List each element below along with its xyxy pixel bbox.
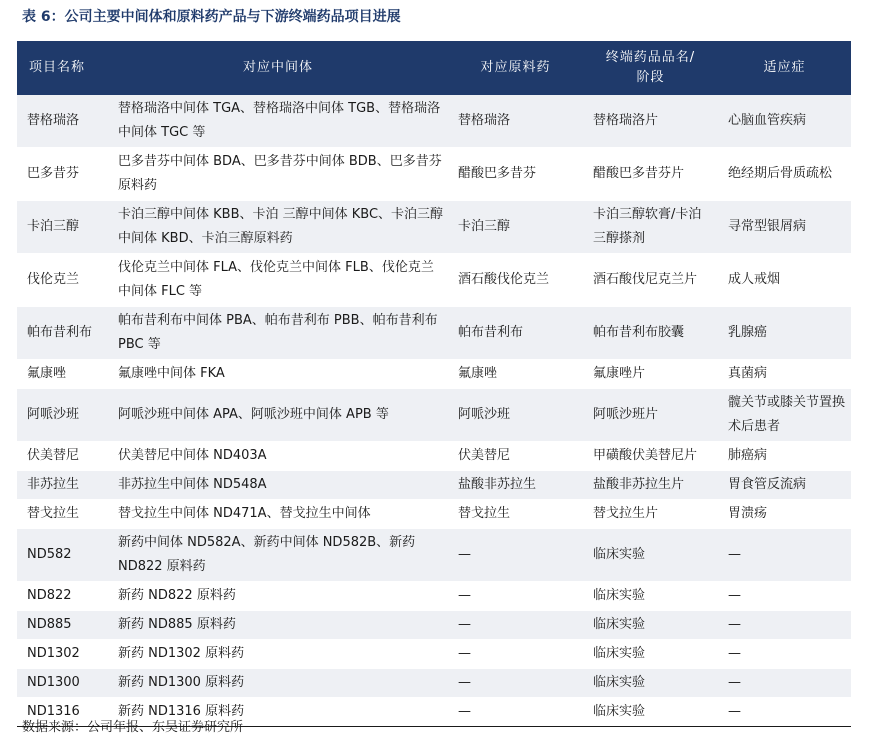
table-title: 表 6：公司主要中间体和原料药产品与下游终端药品项目进展 — [22, 9, 401, 25]
cell-terminal-drug: 醋酸巴多昔芬片 — [583, 148, 718, 201]
cell-intermediate: 新药 ND1300 原料药 — [108, 669, 448, 698]
cell-intermediate: 新药 ND1302 原料药 — [108, 640, 448, 669]
cell-terminal-drug: 临床实验 — [583, 640, 718, 669]
table-row — [17, 640, 851, 669]
table-row — [17, 611, 851, 640]
cell-api: 伏美替尼 — [448, 442, 583, 471]
cell-indication: 心脑血管疾病 — [718, 95, 851, 148]
cell-indication: — — [718, 669, 851, 698]
cell-terminal-drug: 卡泊三醇软膏/卡泊三醇搽剂 — [583, 201, 718, 254]
cell-terminal-drug: 临床实验 — [583, 529, 718, 582]
table-row — [17, 95, 851, 148]
cell-intermediate: 帕布昔利布中间体 PBA、帕布昔利布 PBB、帕布昔利布 PBC 等 — [108, 307, 448, 360]
cell-terminal-drug: 替格瑞洛片 — [583, 95, 718, 148]
table-header-row — [17, 41, 851, 95]
cell-api: 盐酸非苏拉生 — [448, 471, 583, 500]
cell-intermediate: 新药 ND885 原料药 — [108, 611, 448, 640]
cell-api: — — [448, 582, 583, 611]
header-intermediate: 对应中间体 — [108, 41, 448, 95]
cell-api: — — [448, 698, 583, 727]
cell-api: — — [448, 611, 583, 640]
table-row — [17, 389, 851, 442]
cell-intermediate: 伐伦克兰中间体 FLA、伐伦克兰中间体 FLB、伐伦克兰中间体 FLC 等 — [108, 254, 448, 307]
cell-project-name: 卡泊三醇 — [17, 201, 108, 254]
cell-terminal-drug: 阿哌沙班片 — [583, 389, 718, 442]
header-terminal-drug — [583, 41, 718, 95]
cell-indication: 寻常型银屑病 — [718, 201, 851, 254]
table-row — [17, 201, 851, 254]
cell-project-name: ND1300 — [17, 669, 108, 698]
cell-intermediate: 巴多昔芬中间体 BDA、巴多昔芬中间体 BDB、巴多昔芬原料药 — [108, 148, 448, 201]
cell-terminal-drug: 盐酸非苏拉生片 — [583, 471, 718, 500]
cell-terminal-drug: 临床实验 — [583, 698, 718, 727]
table-row — [17, 360, 851, 389]
cell-intermediate: 替格瑞洛中间体 TGA、替格瑞洛中间体 TGB、替格瑞洛中间体 TGC 等 — [108, 95, 448, 148]
cell-api: 酒石酸伐伦克兰 — [448, 254, 583, 307]
cell-terminal-drug: 帕布昔利布胶囊 — [583, 307, 718, 360]
cell-indication: — — [718, 640, 851, 669]
table-row — [17, 582, 851, 611]
cell-terminal-drug: 酒石酸伐尼克兰片 — [583, 254, 718, 307]
cell-indication: — — [718, 611, 851, 640]
cell-terminal-drug: 临床实验 — [583, 611, 718, 640]
cell-indication: 真菌病 — [718, 360, 851, 389]
cell-project-name: 替格瑞洛 — [17, 95, 108, 148]
table-body — [17, 95, 851, 727]
table-row — [17, 471, 851, 500]
cell-indication: 成人戒烟 — [718, 254, 851, 307]
cell-api: 氟康唑 — [448, 360, 583, 389]
cell-project-name: ND1302 — [17, 640, 108, 669]
table-row — [17, 254, 851, 307]
cell-project-name: ND582 — [17, 529, 108, 582]
cell-indication: 胃溃疡 — [718, 500, 851, 529]
header-terminal-drug-label: 终端药品品名/ 阶段 — [605, 50, 696, 85]
cell-project-name: 非苏拉生 — [17, 471, 108, 500]
table-row — [17, 442, 851, 471]
cell-project-name: 伐伦克兰 — [17, 254, 108, 307]
cell-api: — — [448, 529, 583, 582]
cell-intermediate: 替戈拉生中间体 ND471A、替戈拉生中间体 — [108, 500, 448, 529]
cell-project-name: 帕布昔利布 — [17, 307, 108, 360]
cell-indication: 胃食管反流病 — [718, 471, 851, 500]
cell-terminal-drug: 临床实验 — [583, 669, 718, 698]
data-source-note: 数据来源：公司年报、东吴证券研究所 — [22, 720, 244, 735]
cell-project-name: 阿哌沙班 — [17, 389, 108, 442]
cell-terminal-drug: 临床实验 — [583, 582, 718, 611]
cell-api: 替戈拉生 — [448, 500, 583, 529]
cell-project-name: 替戈拉生 — [17, 500, 108, 529]
cell-intermediate: 新药中间体 ND582A、新药中间体 ND582B、新药 ND822 原料药 — [108, 529, 448, 582]
header-api: 对应原料药 — [448, 41, 583, 95]
cell-api: 卡泊三醇 — [448, 201, 583, 254]
cell-terminal-drug: 甲磺酸伏美替尼片 — [583, 442, 718, 471]
cell-api: 帕布昔利布 — [448, 307, 583, 360]
table-row — [17, 148, 851, 201]
cell-project-name: 伏美替尼 — [17, 442, 108, 471]
cell-indication: — — [718, 698, 851, 727]
table-row — [17, 307, 851, 360]
cell-intermediate: 氟康唑中间体 FKA — [108, 360, 448, 389]
table-row — [17, 500, 851, 529]
cell-api: 醋酸巴多昔芬 — [448, 148, 583, 201]
cell-api: — — [448, 640, 583, 669]
cell-api: 阿哌沙班 — [448, 389, 583, 442]
cell-intermediate: 新药 ND1316 原料药 — [108, 698, 448, 727]
cell-indication: 乳腺癌 — [718, 307, 851, 360]
cell-indication: 肺癌病 — [718, 442, 851, 471]
header-indication: 适应症 — [718, 41, 851, 95]
cell-intermediate: 非苏拉生中间体 ND548A — [108, 471, 448, 500]
table-row — [17, 669, 851, 698]
cell-api: 替格瑞洛 — [448, 95, 583, 148]
cell-project-name: ND822 — [17, 582, 108, 611]
cell-project-name: ND885 — [17, 611, 108, 640]
header-project-name: 项目名称 — [17, 41, 108, 95]
cell-intermediate: 卡泊三醇中间体 KBB、卡泊 三醇中间体 KBC、卡泊三醇中间体 KBD、卡泊三醇原料药 — [108, 201, 448, 254]
cell-indication: 绝经期后骨质疏松 — [718, 148, 851, 201]
cell-api: — — [448, 669, 583, 698]
cell-indication: — — [718, 582, 851, 611]
cell-intermediate: 伏美替尼中间体 ND403A — [108, 442, 448, 471]
cell-terminal-drug: 替戈拉生片 — [583, 500, 718, 529]
product-table — [17, 41, 851, 727]
cell-project-name: 氟康唑 — [17, 360, 108, 389]
cell-terminal-drug: 氟康唑片 — [583, 360, 718, 389]
cell-project-name: ND1316 — [17, 698, 108, 727]
cell-intermediate: 阿哌沙班中间体 APA、阿哌沙班中间体 APB 等 — [108, 389, 448, 442]
cell-intermediate: 新药 ND822 原料药 — [108, 582, 448, 611]
table-row — [17, 529, 851, 582]
cell-indication: 髋关节或膝关节置换术后患者 — [718, 389, 851, 442]
cell-project-name: 巴多昔芬 — [17, 148, 108, 201]
cell-indication: — — [718, 529, 851, 582]
